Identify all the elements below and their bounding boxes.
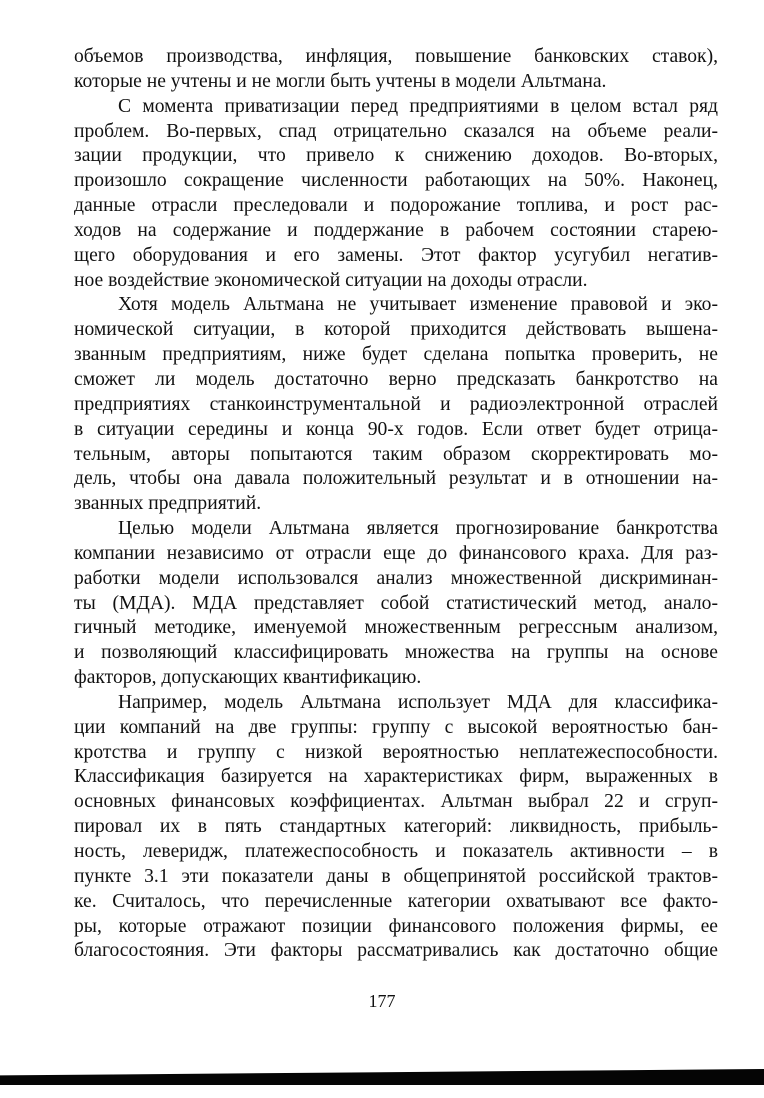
text-line: ты (МДА). МДА представляет собой статистический метод, анало- (74, 592, 718, 614)
text-line: Хотя модель Альтмана не учитывает изменение правовой и эко- (118, 294, 718, 316)
text-line: в ситуации середины и конца 90-х годов. Если ответ будет отрица- (74, 418, 718, 440)
text-line: званных предприятий. (74, 493, 262, 515)
text-line: тельным, авторы попытаются таким образом скорректировать мо- (74, 443, 718, 465)
paragraph (74, 293, 718, 517)
text-line: ке. Считалось, что перечисленные категории охватывают все факто- (74, 890, 718, 912)
text-line: которые не учтены и не могли быть учтены в модели Альтмана. (74, 70, 607, 92)
paragraph (74, 691, 718, 964)
text-line: пировал их в пять стандартных категорий: ликвидность, прибыль- (74, 816, 718, 838)
text-line: ность, леверидж, платежеспособность и показатель активности – в (74, 841, 718, 862)
text-line: предприятиях станкоинструментальной и радиоэлектронной отраслей (74, 393, 718, 415)
text-line: проблем. Во-первых, спад отрицательно сказался на объеме реали- (74, 120, 718, 142)
page-number: 177 (368, 991, 396, 1011)
text-line: Например, модель Альтмана использует МДА для классифика- (118, 691, 718, 713)
text-line: и позволяющий классифицировать множества на группы на основе (74, 642, 718, 664)
text-line: работки модели использовался анализ множественной дискриминан- (74, 567, 718, 589)
paragraph (74, 45, 718, 95)
text-line: ходов на содержание и поддержание в рабочем состоянии старею- (74, 219, 718, 241)
text-line: С момента приватизации перед предприятиями в целом встал ряд (118, 95, 718, 117)
paragraph (74, 95, 718, 294)
body-text (74, 45, 718, 964)
text-line: произошло сокращение численности работающих на 50%. Наконец, (74, 170, 718, 192)
text-line: щего оборудования и его замены. Этот фактор усугубил негатив- (74, 244, 718, 266)
text-line: гичный методике, именуемой множественным регрессным анализом, (74, 617, 718, 639)
text-line: пункте 3.1 эти показатели даны в общепринятой российской трактов- (74, 865, 718, 887)
text-line: ции компаний на две группы: группу с высокой вероятностью бан- (74, 716, 718, 738)
text-line: основных финансовых коэффициентах. Альтман выбрал 22 и сгруп- (74, 791, 718, 813)
text-line: данные отрасли преследовали и подорожание топлива, и рост рас- (74, 195, 718, 217)
scan-edge-shadow (0, 1069, 764, 1085)
text-line: дель, чтобы она давала положительный результат и в отношении на- (74, 468, 718, 490)
text-line: кротства и группу с низкой вероятностью неплатежеспособности. (74, 741, 718, 763)
text-line: номической ситуации, в которой приходится действовать вышена- (74, 319, 718, 341)
text-line: благосостояния. Эти факторы рассматривались как достаточно общие (74, 940, 718, 962)
text-line: факторов, допускающих квантификацию. (74, 667, 422, 689)
text-line: сможет ли модель достаточно верно предсказать банкротство на (74, 368, 718, 390)
text-line: званным предприятиям, ниже будет сделана попытка проверить, не (74, 344, 718, 366)
text-line: Целью модели Альтмана является прогнозирование банкротства (118, 518, 718, 540)
text-line: ное воздействие экономической ситуации на доходы отрасли. (74, 269, 588, 291)
text-line: зации продукции, что привело к снижению доходов. Во-вторых, (74, 145, 718, 167)
text-line: Классификация базируется на характеристиках фирм, выраженных в (74, 766, 718, 788)
paragraph (74, 517, 718, 691)
text-line: объемов производства, инфляция, повышение банковских ставок), (74, 46, 718, 67)
text-line: компании независимо от отрасли еще до финансового краха. Для раз- (74, 542, 718, 564)
text-line: ры, которые отражают позиции финансового положения фирмы, ее (74, 915, 718, 937)
